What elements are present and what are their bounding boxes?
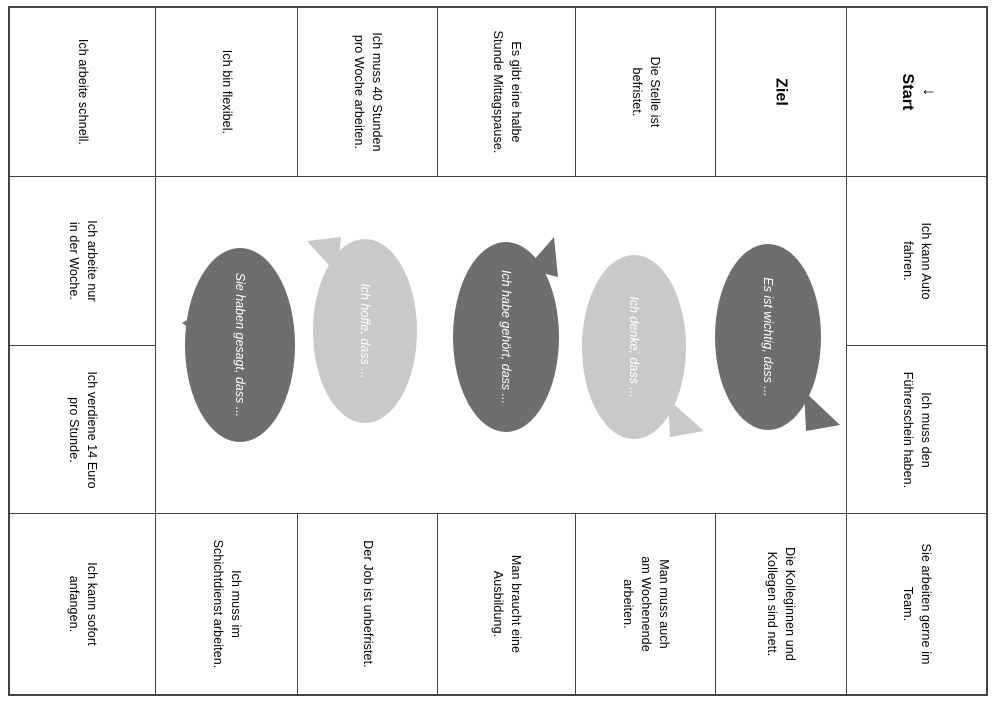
speech-bubble-text: Ich habe gehört, dass ... bbox=[499, 269, 513, 405]
speech-bubble-1 bbox=[178, 245, 293, 455]
board-cell-top-3[interactable] bbox=[297, 7, 438, 177]
board-cell-label: Ich muss den Führerschein haben. bbox=[900, 371, 933, 488]
board-cell-goal-label: Ziel bbox=[772, 78, 790, 106]
game-board bbox=[8, 6, 988, 696]
board-cell-goal[interactable] bbox=[715, 7, 847, 177]
board-cell-label: Ich verdiene 14 Euro pro Stunde. bbox=[66, 370, 99, 489]
board-cell-bottom-6[interactable] bbox=[715, 513, 847, 695]
board-cell-right-1[interactable] bbox=[846, 176, 987, 346]
board-cell-right-2[interactable] bbox=[846, 345, 987, 514]
board-cell-label: Ich kann Auto fahren. bbox=[900, 222, 933, 300]
board-cell-label: Die Kolleginnen und Kollegen sind nett. bbox=[765, 547, 798, 661]
board-cell-label: Man braucht eine Ausbildung. bbox=[490, 554, 523, 654]
board-cell-bottom-7[interactable] bbox=[846, 513, 987, 695]
speech-bubble-5 bbox=[708, 239, 826, 447]
board-cell-left-2[interactable] bbox=[9, 345, 156, 514]
speech-bubble-text: Ich denke, dass ... bbox=[627, 296, 641, 398]
board-cell-label: Sie arbeiten gerne im Team. bbox=[900, 543, 933, 665]
speech-bubble-area bbox=[155, 176, 847, 514]
board-cell-label: Es gibt eine halbe Stunde Mittagspause. bbox=[490, 30, 523, 154]
speech-bubble-text: Sie haben gesagt, dass ... bbox=[233, 272, 247, 418]
board-cell-label: Man muss auch am Wochenende arbeiten. bbox=[620, 556, 671, 652]
board-cell-bottom-5[interactable] bbox=[575, 513, 716, 695]
speech-bubble-2 bbox=[301, 219, 416, 434]
board-cell-top-5[interactable] bbox=[575, 7, 716, 177]
board-cell-top-2[interactable] bbox=[155, 7, 298, 177]
board-cell-label: Der Job ist unbefristet. bbox=[360, 540, 375, 668]
board-cell-bottom-1[interactable] bbox=[9, 513, 156, 695]
board-cell-top-4[interactable] bbox=[437, 7, 576, 177]
board-cell-bottom-2[interactable] bbox=[155, 513, 298, 695]
board-cell-label: Ich muss 40 Stunden pro Woche arbeiten. bbox=[351, 32, 384, 152]
board-cell-top-1[interactable] bbox=[9, 7, 156, 177]
down-arrow-icon: ↓ bbox=[919, 87, 939, 97]
board-cell-bottom-3[interactable] bbox=[297, 513, 438, 695]
speech-bubble-text: Es ist wichtig, dass ... bbox=[761, 277, 775, 397]
board-cell-bottom-4[interactable] bbox=[437, 513, 576, 695]
speech-bubble-text: Ich hoffe, dass ... bbox=[358, 283, 372, 379]
speech-bubble-4 bbox=[576, 249, 694, 457]
board-cell-left-1[interactable] bbox=[9, 176, 156, 346]
board-cell-label: Ich arbeite nur in der Woche. bbox=[66, 220, 99, 302]
speech-bubble-3 bbox=[446, 229, 564, 439]
board-cell-label: Ich kann sofort anfangen. bbox=[66, 562, 99, 646]
board-cell-start-label: ↓ Start bbox=[898, 73, 939, 111]
board-cell-label: Die Stelle ist befristet. bbox=[629, 56, 662, 128]
board-cell-label: Ich muss im Schichtdienst arbeiten. bbox=[210, 539, 243, 669]
board-cell-label: Ich arbeite schnell. bbox=[75, 38, 90, 146]
board-cell-label: Ich bin flexibel. bbox=[219, 49, 234, 135]
board-cell-start[interactable] bbox=[846, 7, 987, 177]
